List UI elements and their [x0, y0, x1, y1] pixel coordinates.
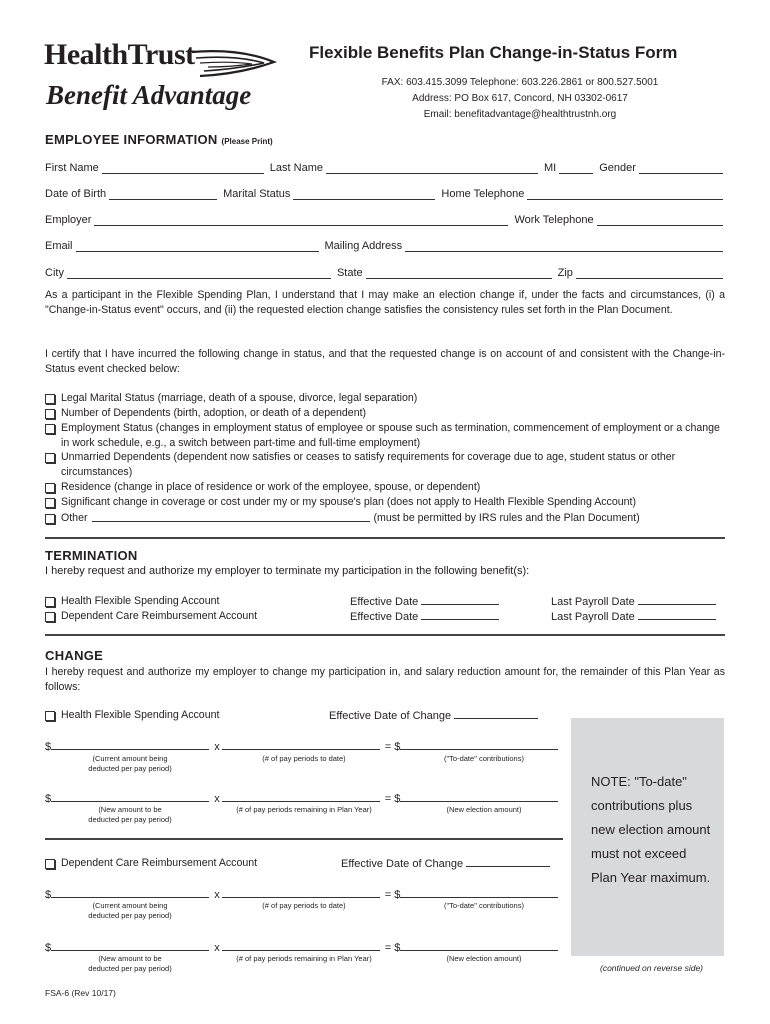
termination-heading: TERMINATION: [45, 548, 138, 563]
event-employment[interactable]: Employment Status (changes in employment status of employee or spouse such as termination, commencement of employment or a change in work schedule, e.g., a switch between part-time and full-time employment): [45, 421, 725, 450]
label-last-name: Last Name: [269, 162, 323, 174]
checkbox-icon[interactable]: [45, 597, 55, 607]
label-zip: Zip: [557, 267, 573, 279]
label-employer: Employer: [45, 214, 92, 226]
checkbox-icon[interactable]: [45, 424, 55, 434]
note-text: NOTE: "To-date" contributions plus new election amount must not exceed Plan Year maximum.: [591, 774, 711, 885]
logo-swoosh-icon: [190, 42, 278, 82]
label-marital-status: Marital Status: [223, 188, 291, 200]
pay-periods-remaining-field[interactable]: [222, 940, 380, 951]
last-payroll-field[interactable]: [638, 609, 716, 620]
label-work-telephone: Work Telephone: [514, 214, 594, 226]
term-hfsa-payroll: Last Payroll Date: [551, 594, 716, 608]
label-first-name: First Name: [45, 162, 99, 174]
other-field[interactable]: [92, 511, 370, 522]
caption-current: (Current amount being deducted per pay period): [88, 901, 172, 920]
change-hfsa[interactable]: Health Flexible Spending Account: [45, 708, 335, 723]
event-unmarried-dependents[interactable]: Unmarried Dependents (dependent now satisfies or ceases to satisfy requirements for coverage due to age, student status or other circumstances): [45, 450, 725, 479]
new-election-field[interactable]: [400, 791, 558, 802]
checkbox-icon[interactable]: [45, 859, 55, 869]
checkbox-icon[interactable]: [45, 612, 55, 622]
divider: [45, 838, 563, 840]
label-city: City: [45, 267, 64, 279]
row-name: [45, 160, 723, 174]
work-telephone-field[interactable]: [597, 215, 723, 226]
form-id: FSA-6 (Rev 10/17): [45, 988, 116, 998]
dob-field[interactable]: [109, 189, 217, 200]
checkbox-icon[interactable]: [45, 409, 55, 419]
term-dcra-effective: Effective Date: [350, 609, 499, 623]
term-dcra[interactable]: Dependent Care Reimbursement Account: [45, 609, 335, 624]
caption-new-election: (New election amount): [446, 805, 522, 814]
effective-date-field[interactable]: [421, 609, 499, 620]
email-field[interactable]: [76, 241, 319, 252]
caption-new: (New amount to be deducted per pay period): [88, 954, 172, 973]
checkbox-icon[interactable]: [45, 514, 55, 524]
caption-current: (Current amount being deducted per pay period): [88, 754, 172, 773]
caption-periods-remaining: (# of pay periods remaining in Plan Year): [236, 954, 372, 963]
todate-contributions-field[interactable]: [400, 739, 558, 750]
contact-address: Address: PO Box 617, Concord, NH 03302-0617: [412, 93, 628, 104]
divider: [45, 537, 725, 539]
calc-dcra-new-row: $ x = $: [45, 940, 558, 954]
change-hfsa-effective: Effective Date of Change: [329, 708, 538, 722]
first-name-field[interactable]: [102, 163, 264, 174]
change-text: I hereby request and authorize my employer to change my participation in, and salary reduction amount for, the remainder of this Plan Year as follows:: [45, 666, 725, 693]
calc-dcra-current-row: $ x = $: [45, 887, 558, 901]
checkbox-icon[interactable]: [45, 498, 55, 508]
gender-field[interactable]: [639, 163, 723, 174]
current-amount-field[interactable]: [51, 887, 209, 898]
zip-field[interactable]: [576, 268, 723, 279]
change-heading: CHANGE: [45, 648, 104, 663]
form-title: Flexible Benefits Plan Change-in-Status Form: [309, 43, 678, 62]
checkbox-icon[interactable]: [45, 453, 55, 463]
employer-field[interactable]: [94, 215, 508, 226]
contact-email: Email: benefitadvantage@healthtrustnh.org: [423, 109, 617, 120]
label-email: Email: [45, 240, 73, 252]
term-hfsa-effective: Effective Date: [350, 594, 499, 608]
term-dcra-payroll: Last Payroll Date: [551, 609, 716, 623]
pay-periods-date-field[interactable]: [222, 739, 380, 750]
new-election-field[interactable]: [400, 940, 558, 951]
effective-date-field[interactable]: [454, 708, 538, 719]
pay-periods-date-field[interactable]: [222, 887, 380, 898]
term-hfsa[interactable]: Health Flexible Spending Account: [45, 594, 325, 609]
continued-note: (continued on reverse side): [600, 963, 704, 973]
last-name-field[interactable]: [326, 163, 538, 174]
logo-healthtrust: HealthTrust: [44, 38, 195, 71]
calc-hfsa-new-row: $ x = $: [45, 791, 558, 805]
label-gender: Gender: [599, 162, 636, 174]
marital-status-field[interactable]: [293, 189, 435, 200]
new-amount-field[interactable]: [51, 791, 209, 802]
caption-periods-date: (# of pay periods to date): [262, 754, 346, 763]
event-dependents[interactable]: Number of Dependents (birth, adoption, or death of a dependent): [45, 406, 725, 421]
event-other[interactable]: Other (must be permitted by IRS rules and the Plan Document): [45, 511, 725, 526]
current-amount-field[interactable]: [51, 739, 209, 750]
label-home-telephone: Home Telephone: [441, 188, 525, 200]
row-employer: [45, 212, 723, 226]
caption-todate: ("To-date" contributions): [444, 754, 524, 763]
certification-statement: I certify that I have incurred the following change in status, and that the requested change is on account of and consistent with the Change-in-Status event checked below:: [45, 348, 725, 375]
effective-date-field[interactable]: [421, 594, 499, 605]
event-coverage-change[interactable]: Significant change in coverage or cost under my or my spouse's plan (does not apply to Health Flexible Spending Account): [45, 495, 725, 510]
label-mi: MI: [543, 162, 557, 174]
caption-periods-remaining: (# of pay periods remaining in Plan Year): [236, 805, 372, 814]
checkbox-icon[interactable]: [45, 394, 55, 404]
caption-new-election: (New election amount): [446, 954, 522, 963]
employee-info-heading: EMPLOYEE INFORMATION (Please Print): [45, 132, 273, 147]
contact-fax-phone: FAX: 603.415.3099 Telephone: 603.226.2861 or 800.527.5001: [381, 77, 659, 88]
change-dcra-effective: Effective Date of Change: [341, 856, 550, 870]
label-mailing-address: Mailing Address: [324, 240, 403, 252]
divider: [45, 634, 725, 636]
effective-date-field[interactable]: [466, 856, 550, 867]
caption-new: (New amount to be deducted per pay period): [88, 805, 172, 824]
termination-text: I hereby request and authorize my employer to terminate my participation in the following benefit(s):: [45, 565, 530, 577]
event-residence[interactable]: Residence (change in place of residence or work of the employee, spouse, or dependent): [45, 480, 725, 495]
home-telephone-field[interactable]: [527, 189, 723, 200]
checkbox-icon[interactable]: [45, 483, 55, 493]
row-dob: [45, 186, 723, 200]
change-dcra[interactable]: Dependent Care Reimbursement Account: [45, 856, 335, 871]
new-amount-field[interactable]: [51, 940, 209, 951]
mailing-address-field[interactable]: [405, 241, 723, 252]
caption-todate: ("To-date" contributions): [444, 901, 524, 910]
state-field[interactable]: [366, 268, 552, 279]
label-dob: Date of Birth: [45, 188, 107, 200]
row-email: [45, 238, 723, 252]
mi-field[interactable]: [559, 163, 593, 174]
row-city: [45, 265, 723, 279]
event-marital[interactable]: Legal Marital Status (marriage, death of a spouse, divorce, legal separation): [45, 391, 725, 406]
pay-periods-remaining-field[interactable]: [222, 791, 380, 802]
label-state: State: [336, 267, 363, 279]
checkbox-icon[interactable]: [45, 711, 55, 721]
logo-benefit-advantage: Benefit Advantage: [46, 80, 252, 110]
last-payroll-field[interactable]: [638, 594, 716, 605]
city-field[interactable]: [67, 268, 331, 279]
todate-contributions-field[interactable]: [400, 887, 558, 898]
participant-statement: As a participant in the Flexible Spending Plan, I understand that I may make an election change if, under the facts and circumstances, (i) a "Change-in-Status event" occurs, and (ii) the requested election change satisfies the consistency rules set forth in the Plan Document.: [45, 289, 725, 316]
caption-periods-date: (# of pay periods to date): [262, 901, 346, 910]
calc-hfsa-current-row: $ x = $: [45, 739, 558, 753]
